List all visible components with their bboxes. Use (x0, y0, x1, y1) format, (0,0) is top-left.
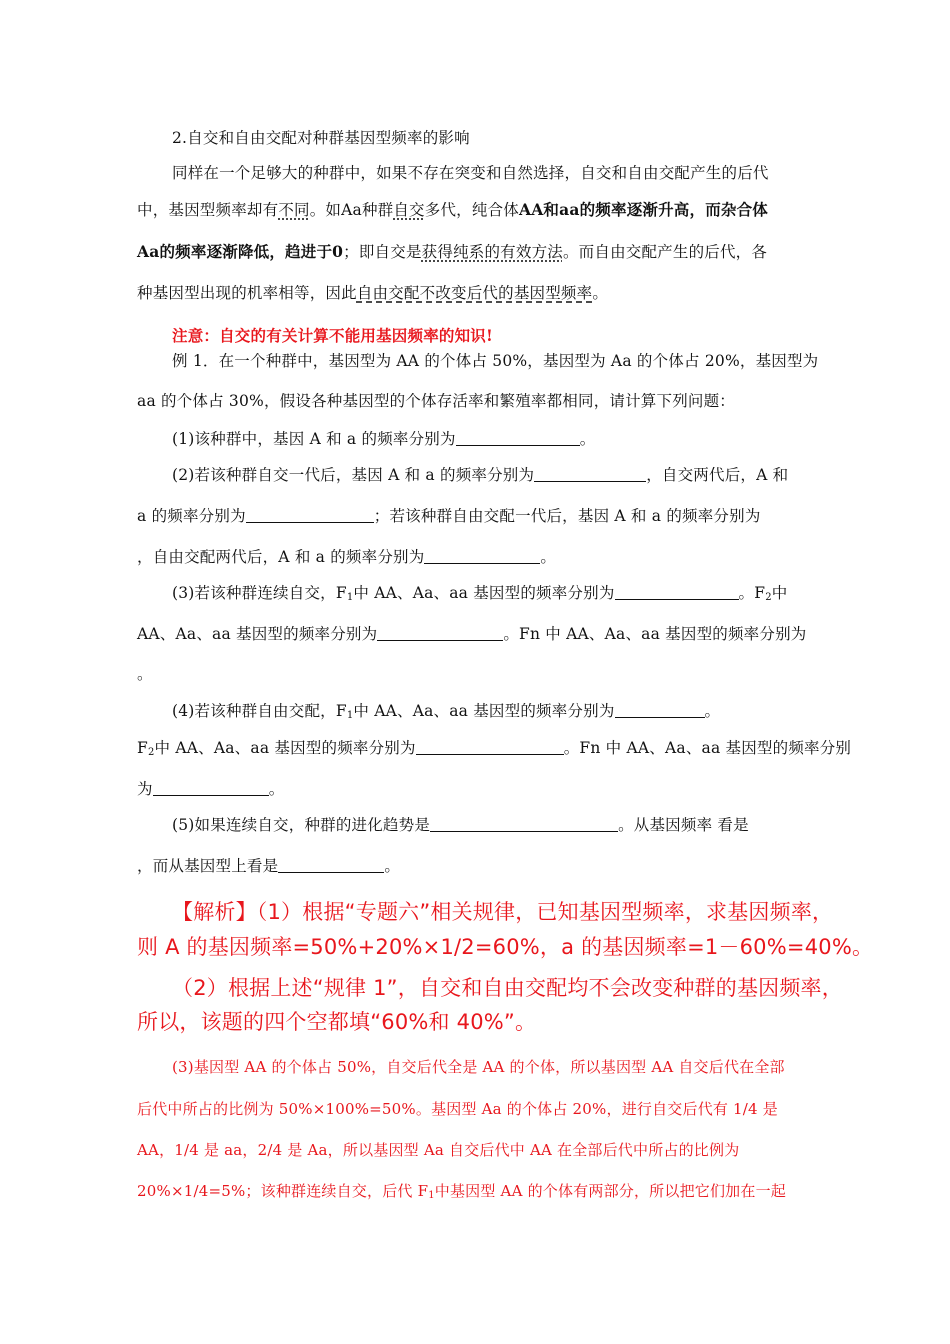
analysis-line: 后代中所占的比例为 50%×100%=50%。基因型 Aa 的个体占 20%，进行自交后代有 1/4 是 (137, 1100, 778, 1118)
question-3: AA、Aa、aa 基因型的频率分别为 。Fn 中 AA、Aa、aa 基因型的频率分别为 (137, 625, 807, 643)
answer-blank[interactable] (430, 817, 618, 832)
section-heading: 2.自交和自由交配对种群基因型频率的影响 (172, 129, 470, 147)
answer-blank[interactable] (424, 549, 540, 564)
question-4: (4)若该种群自由交配，$F_1$中 AA、Aa、aa 基因型的频率分别为 。 (172, 702, 721, 721)
example-line: 例 1．在一个种群中，基因型为 AA 的个体占 50%，基因型为 Aa 的个体占 20%，基因型为 (172, 352, 819, 370)
analysis-line: 【解析】（1）根据“专题六”相关规律，已知基因型频率，求基因频率， (172, 900, 834, 924)
paragraph-line: 同样在一个足够大的种群中，如果不存在突变和自然选择，自交和自由交配产生的后代 (172, 164, 769, 182)
question-3: 。 (137, 665, 153, 683)
analysis-line: 则 A 的基因频率=50%+20%×1/2=60%，a 的基因频率=1－60%=40%。 (137, 935, 874, 959)
paragraph-line: Aa的频率逐渐降低，趋进于0；即自交是获得纯系的有效方法。而自由交配产生的后代，各 (137, 242, 768, 261)
analysis-line: （2）根据上述“规律 1”，自交和自由交配均不会改变种群的基因频率， (172, 976, 843, 1000)
example-line: aa 的个体占 30%，假设各种基因型的个体存活率和繁殖率都相同，请计算下列问题： (137, 392, 735, 410)
analysis-line: 所以，该题的四个空都填“60%和 40%”。 (137, 1010, 537, 1034)
answer-blank[interactable] (377, 626, 503, 641)
answer-blank[interactable] (615, 703, 705, 718)
question-5: ，而从基因型上看是 。 (137, 857, 401, 875)
note-warning: 注意：自交的有关计算不能用基因频率的知识! (172, 326, 494, 345)
question-2: (2)若该种群自交一代后，基因 A 和 a 的频率分别为 ，自交两代后，A 和 (172, 466, 789, 484)
answer-blank[interactable] (153, 781, 269, 796)
paragraph-line: 中，基因型频率却有不同。如Aa种群自交多代，纯合体AA和aa的频率逐渐升高，而杂合体 (137, 200, 769, 219)
analysis-line: AA，1/4 是 aa，2/4 是 Aa，所以基因型 Aa 自交后代中 AA 在全部后代中所占的比例为 (137, 1141, 740, 1159)
question-5: (5)如果连续自交，种群的进化趋势是 。从基因频率 看是 (172, 816, 749, 834)
answer-blank[interactable] (278, 858, 384, 873)
analysis-line: 20%×1/4=5%；该种群连续自交，后代 $F_1$中基因型 AA 的个体有两部分，所以把它们加在一起 (137, 1182, 786, 1201)
answer-blank[interactable] (246, 508, 374, 523)
question-4: 为 。 (137, 780, 285, 798)
question-1: (1)该种群中，基因 A 和 a 的频率分别为 。 (172, 430, 596, 448)
analysis-line: (3)基因型 AA 的个体占 50%，自交后代全是 AA 的个体，所以基因型 AA 自交后代在全部 (172, 1058, 785, 1076)
question-3: (3)若该种群连续自交，$F_1$中 AA、Aa、aa 基因型的频率分别为 。$F_2$中 (172, 584, 788, 603)
answer-blank[interactable] (456, 431, 580, 446)
question-2: ，自由交配两代后，A 和 a 的频率分别为 。 (137, 548, 557, 566)
question-4: $F_2$中 AA、Aa、aa 基因型的频率分别为 。Fn 中 AA、Aa、aa 基因型的频率分别 (137, 739, 852, 758)
answer-blank[interactable] (615, 585, 739, 600)
answer-blank[interactable] (416, 740, 564, 755)
question-2: a 的频率分别为 ；若该种群自由交配一代后，基因 A 和 a 的频率分别为 (137, 507, 761, 525)
answer-blank[interactable] (534, 467, 646, 482)
paragraph-line: 种基因型出现的机率相等，因此自由交配不改变后代的基因型频率。 (137, 284, 609, 302)
